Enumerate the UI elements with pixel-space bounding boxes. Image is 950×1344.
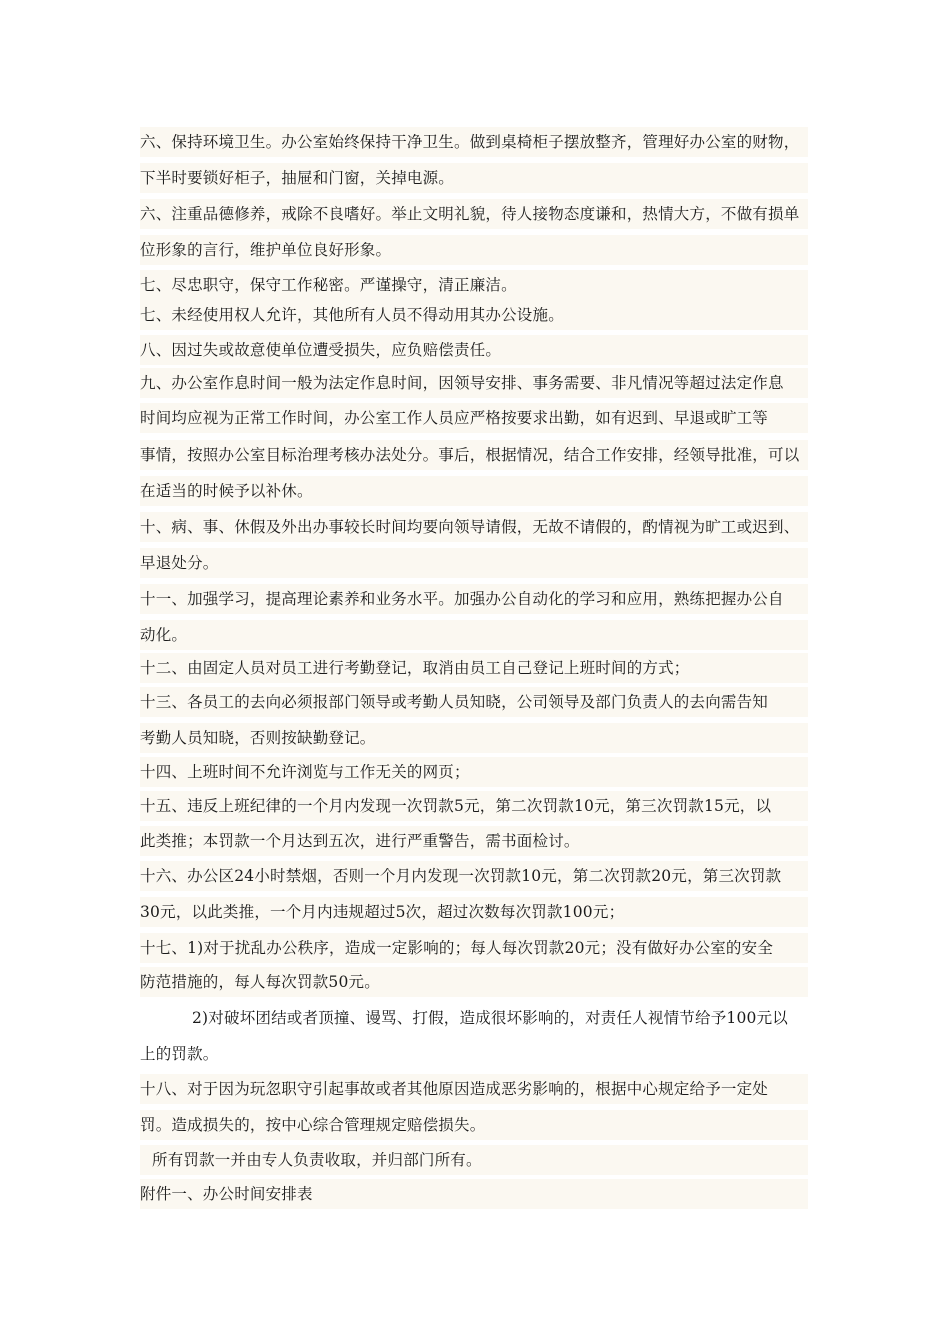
text-line: 十七、1)对于扰乱办公秩序，造成一定影响的；每人每次罚款20元；没有做好办公室的安全 <box>140 933 808 963</box>
text-line: 此类推；本罚款一个月达到五次，进行严重警告，需书面检讨。 <box>140 826 808 856</box>
text-line: 九、办公室作息时间一般为法定作息时间，因领导安排、事务需要、非凡情况等超过法定作息 <box>140 368 808 398</box>
text-line: 八、因过失或故意使单位遭受损失，应负赔偿责任。 <box>140 335 808 365</box>
text-line: 考勤人员知晓，否则按缺勤登记。 <box>140 723 808 753</box>
text-line: 在适当的时候予以补休。 <box>140 476 808 506</box>
text-line: 六、保持环境卫生。办公室始终保持干净卫生。做到桌椅柜子摆放整齐，管理好办公室的财物， <box>140 127 808 157</box>
text-line: 十三、各员工的去向必须报部门领导或考勤人员知晓，公司领导及部门负责人的去向需告知 <box>140 687 808 717</box>
text-line: 十五、违反上班纪律的一个月内发现一次罚款5元，第二次罚款10元，第三次罚款15元，以 <box>140 791 808 821</box>
text-line: 事情，按照办公室目标治理考核办法处分。事后，根据情况，结合工作安排，经领导批准，可以 <box>140 440 808 470</box>
text-line: 十一、加强学习，提高理论素养和业务水平。加强办公自动化的学习和应用，熟练把握办公自 <box>140 584 808 614</box>
text-line: 十二、由固定人员对员工进行考勤登记，取消由员工自己登记上班时间的方式； <box>140 653 808 683</box>
text-line: 早退处分。 <box>140 548 808 578</box>
text-line: 下半时要锁好柜子，抽屉和门窗，关掉电源。 <box>140 163 808 193</box>
text-line: 十八、对于因为玩忽职守引起事故或者其他原因造成恶劣影响的，根据中心规定给予一定处 <box>140 1074 808 1104</box>
text-line: 十四、上班时间不允许浏览与工作无关的网页； <box>140 757 808 787</box>
text-line: 附件一、办公时间安排表 <box>140 1179 808 1209</box>
text-line: 动化。 <box>140 620 808 650</box>
text-line: 十、病、事、休假及外出办事较长时间均要向领导请假，无故不请假的，酌情视为旷工或迟到、 <box>140 512 808 542</box>
text-line: 所有罚款一并由专人负责收取，并归部门所有。 <box>140 1145 808 1175</box>
text-line: 十六、办公区24小时禁烟，否则一个月内发现一次罚款10元，第二次罚款20元，第三次罚款 <box>140 861 808 891</box>
text-line: 防范措施的，每人每次罚款50元。 <box>140 967 808 997</box>
text-line: 上的罚款。 <box>140 1045 219 1063</box>
text-line: 七、尽忠职守，保守工作秘密。严谨操守，清正廉洁。 <box>140 270 808 300</box>
text-line: 罚。造成损失的，按中心综合管理规定赔偿损失。 <box>140 1110 808 1140</box>
text-line: 2)对破坏团结或者顶撞、谩骂、打假，造成很坏影响的，对责任人视情节给予100元以 <box>192 1009 788 1027</box>
text-line: 位形象的言行，维护单位良好形象。 <box>140 235 808 265</box>
text-line: 时间均应视为正常工作时间，办公室工作人员应严格按要求出勤，如有迟到、早退或旷工等 <box>140 403 808 433</box>
text-line: 六、注重品德修养，戒除不良嗜好。举止文明礼貌，待人接物态度谦和，热情大方，不做有损单 <box>140 199 808 229</box>
text-line: 七、未经使用权人允许，其他所有人员不得动用其办公设施。 <box>140 300 808 330</box>
text-line: 30元，以此类推，一个月内违规超过5次，超过次数每次罚款100元； <box>140 897 808 927</box>
